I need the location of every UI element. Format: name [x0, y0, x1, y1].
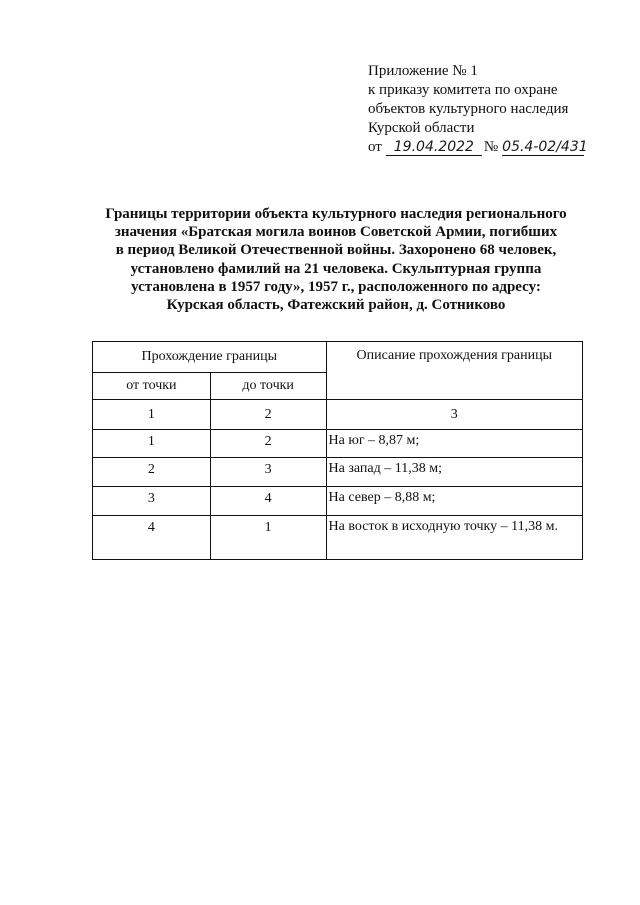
- column-number: 3: [326, 400, 582, 430]
- appendix-date-line: [368, 138, 628, 157]
- title-line: Курская область, Фатежский район, д. Сотниково: [166, 297, 506, 314]
- appendix-title: Приложение № 1: [368, 63, 478, 79]
- appendix-line: к приказу комитета по охране: [368, 82, 558, 98]
- cell-from: 4: [93, 516, 211, 560]
- handwritten-date: 19.04.2022: [386, 139, 482, 156]
- cell-to: 2: [210, 430, 326, 458]
- header-to-point: до точки: [210, 373, 326, 400]
- table-row: [93, 458, 583, 487]
- cell-to: 4: [210, 487, 326, 516]
- column-number: 1: [93, 400, 211, 430]
- cell-from: 2: [93, 458, 211, 487]
- date-prefix: от: [368, 139, 382, 155]
- title-line: Границы территории объекта культурного наследия регионального: [105, 206, 567, 222]
- cell-to: 1: [210, 516, 326, 560]
- appendix-block: [368, 62, 628, 157]
- boundary-table: [92, 341, 583, 560]
- title-line: установлена в 1957 году», 1957 г., расположенного по адресу:: [131, 278, 541, 295]
- cell-description: На юг – 8,87 м;: [326, 430, 582, 458]
- table-row: [93, 430, 583, 458]
- table-row: [93, 516, 583, 560]
- appendix-line: Курской области: [368, 120, 475, 136]
- table-row: [93, 487, 583, 516]
- cell-description: На запад – 11,38 м;: [326, 458, 582, 487]
- cell-description: На север – 8,88 м;: [326, 487, 582, 516]
- cell-to: 3: [210, 458, 326, 487]
- cell-from: 1: [93, 430, 211, 458]
- cell-description: На восток в исходную точку – 11,38 м.: [326, 516, 582, 560]
- handwritten-number: 05.4-02/431: [502, 139, 588, 155]
- title-line: установлено фамилий на 21 человека. Скульптурная группа: [130, 260, 542, 277]
- cell-from: 3: [93, 487, 211, 516]
- number-sign: №: [483, 139, 499, 155]
- appendix-line: объектов культурного наследия: [368, 101, 569, 117]
- header-boundary-description: Описание прохождения границы: [326, 342, 582, 400]
- header-from-point: от точки: [93, 373, 211, 400]
- document-title: [92, 205, 580, 314]
- column-number: 2: [210, 400, 326, 430]
- title-line: в период Великой Отечественной войны. Захоронено 68 человек,: [115, 242, 557, 259]
- header-boundary-passage: Прохождение границы: [93, 342, 327, 373]
- title-line: значения «Братская могила воинов Советской Армии, погибших: [114, 224, 558, 241]
